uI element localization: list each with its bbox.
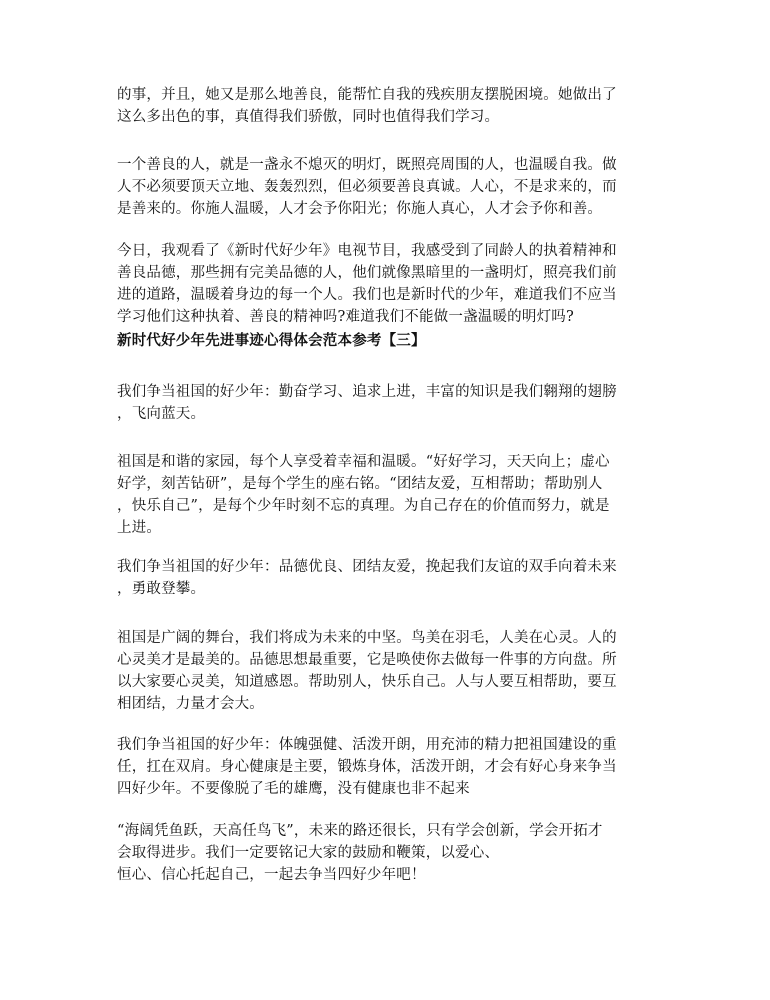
text-line: 进的道路，温暖着身边的每一个人。我们也是新时代的少年，难道我们不应当 <box>117 287 617 303</box>
section-paragraph-6 <box>117 820 653 886</box>
text-line: 学习他们这种执着、善良的精神吗?难道我们不能做一盏温暖的明灯吗? <box>117 309 574 325</box>
paragraph-1 <box>117 84 653 128</box>
text-line: 恒心、信心托起自己，一起去争当四好少年吧！ <box>117 867 426 883</box>
text-line: 这么多出色的事，真值得我们骄傲，同时也值得我们学习。 <box>117 109 500 125</box>
text-line: 祖国是广阔的舞台，我们将成为未来的中坚。鸟美在羽毛，人美在心灵。人的 <box>117 630 617 646</box>
text-line: 好学，刻苦钻研”，是每个学生的座右铭。“团结友爱，互相帮助；帮助别人 <box>117 476 603 492</box>
text-line: 祖国是和谐的家园，每个人享受着幸福和温暖。“好好学习，天天向上；虚心 <box>117 454 610 470</box>
section-paragraph-3 <box>117 556 653 600</box>
text-line: 人不必须要顶天立地、轰轰烈烈，但必须要善良真诚。人心，不是求来的，而 <box>117 179 617 195</box>
text-line: 我们争当祖国的好少年：体魄强健、活泼开朗，用充沛的精力把祖国建设的重 <box>117 737 617 753</box>
text-line: 上进。 <box>117 520 162 536</box>
text-line: 今日，我观看了《新时代好少年》电视节目，我感受到了同龄人的执着精神和 <box>117 243 617 259</box>
text-line: 的事，并且，她又是那么地善良，能帮忙自我的残疾朋友摆脱困境。她做出了 <box>117 87 617 103</box>
text-line: 任，扛在双肩。身心健康是主要，锻炼身体，活泼开朗，才会有好心身来争当 <box>117 759 617 775</box>
section-heading: 新时代好少年先进事迹心得体会范本参考【三】 <box>117 332 426 349</box>
text-line: ，快乐自己”，是每个少年时刻不忘的真理。为自己存在的价值而努力，就是 <box>117 498 610 514</box>
text-line: 一个善良的人，就是一盏永不熄灭的明灯，既照亮周围的人，也温暖自我。做 <box>117 157 617 173</box>
section-paragraph-1 <box>117 381 653 425</box>
text-line: 我们争当祖国的好少年：品德优良、团结友爱，挽起我们友谊的双手向着未来 <box>117 559 617 575</box>
text-line: ，飞向蓝天。 <box>117 406 206 422</box>
paragraph-2 <box>117 154 653 220</box>
text-line: 四好少年。不要像脱了毛的雄鹰，没有健康也非不起来 <box>117 781 470 797</box>
text-line: 以大家要心灵美，知道感恩。帮助别人，快乐自己。人与人要互相帮助，要互 <box>117 674 617 690</box>
text-line: 相团结，力量才会大。 <box>117 696 264 712</box>
text-line: “海阔凭鱼跃，天高任鸟飞”，未来的路还很长，只有学会创新，学会开拓才 <box>117 823 603 839</box>
text-line: 会取得进步。我们一定要铭记大家的鼓励和鞭策，以爱心、 <box>117 845 500 861</box>
text-line: ，勇敢登攀。 <box>117 581 206 597</box>
section-paragraph-4 <box>117 627 653 715</box>
text-line: 我们争当祖国的好少年：勤奋学习、追求上进，丰富的知识是我们翱翔的翅膀 <box>117 384 617 400</box>
text-line: 心灵美才是最美的。品德思想最重要，它是唤使你去做每一件事的方向盘。所 <box>117 652 617 668</box>
section-paragraph-5 <box>117 734 653 800</box>
section-paragraph-2 <box>117 451 653 539</box>
text-line: 是善来的。你施人温暖，人才会予你阳光；你施人真心，人才会予你和善。 <box>117 201 603 217</box>
paragraph-3 <box>117 240 653 328</box>
text-line: 善良品德，那些拥有完美品德的人，他们就像黑暗里的一盏明灯，照亮我们前 <box>117 265 617 281</box>
